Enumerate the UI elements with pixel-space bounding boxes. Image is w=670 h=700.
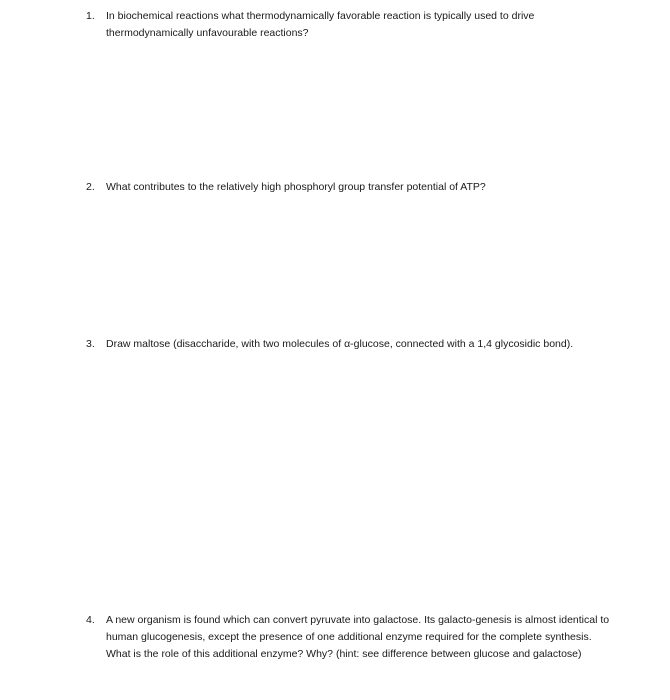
question-4: [86, 612, 616, 663]
question-text: Draw maltose (disaccharide, with two molecules of α-glucose, connected with a 1,4 glycosidic bond).: [106, 338, 574, 350]
question-text: A new organism is found which can convert pyruvate into galactose. Its galacto-genesis is almost identical to human glucogenesis, except the presence of one additional enzyme required for the complete synthesis. What is the role of this additional enzyme? Why? (hint: see difference between glucose and galactose): [106, 614, 610, 660]
question-text: In biochemical reactions what thermodynamically favorable reaction is typically used to drive thermodynamically unfavourable reactions?: [106, 10, 535, 39]
question-2: [86, 179, 616, 196]
question-number: 2.: [86, 181, 95, 193]
question-text: What contributes to the relatively high phosphoryl group transfer potential of ATP?: [106, 181, 486, 193]
question-3: [86, 336, 616, 353]
question-number: 4.: [86, 614, 95, 626]
question-number: 1.: [86, 10, 95, 22]
question-number: 3.: [86, 338, 95, 350]
question-1: [86, 8, 616, 42]
